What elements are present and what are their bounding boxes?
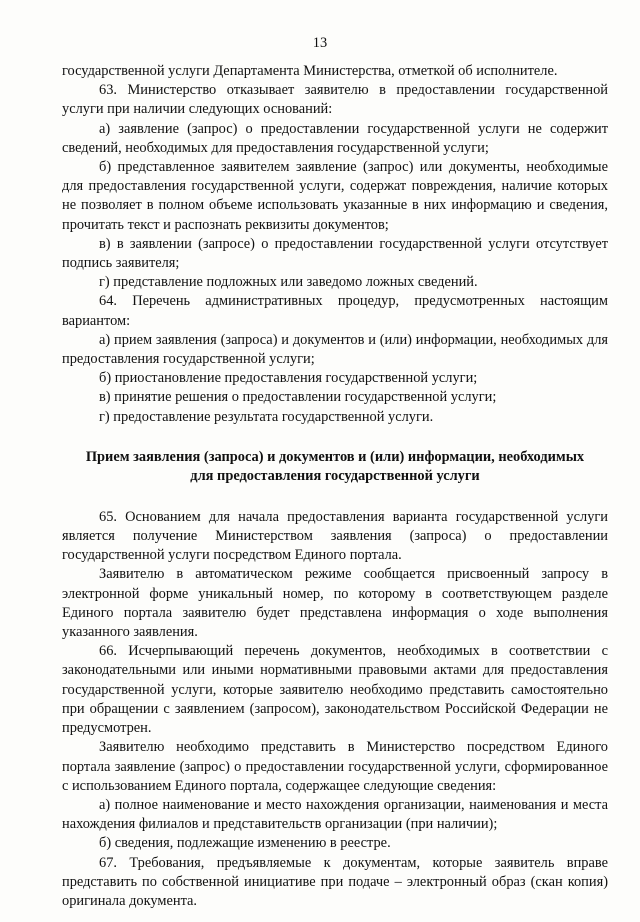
paragraph: Заявителю необходимо представить в Министерство посредством Единого портала заявление (запрос) о предоставлении государственной услуги, сформированное с использованием Единого портала, содержащее следующие сведения: [62, 739, 608, 794]
paragraph: а) заявление (запрос) о предоставлении государственной услуги не содержит сведений, необходимых для предоставления государственной услуги; [62, 120, 608, 156]
paragraph: а) прием заявления (запроса) и документов и (или) информации, необходимых для предоставления государственной услуги; [62, 331, 608, 368]
paragraph: в) принятие решения о предоставлении государственной услуги; [99, 389, 497, 406]
paragraph: б) сведения, подлежащие изменению в реестре. [99, 835, 391, 852]
paragraph: 63. Министерство отказывает заявителю в предоставлении государственной услуги при наличии следующих оснований: [62, 82, 608, 118]
paragraph: 65. Основанием для начала предоставления варианта государственной услуги является получение Министерством заявления (запроса) о предоставлении государственной услуги посредством Единого портала. [62, 508, 608, 564]
paragraph: 67. Требования, предъявляемые к документам, которые заявитель вправе представить по собственной инициативе при подаче – электронный образ (скан копия) оригинала документа. [62, 854, 608, 909]
paragraph: г) представление подложных или заведомо ложных сведений. [99, 274, 478, 291]
paragraph: б) приостановление предоставления государственной услуги; [99, 370, 478, 387]
paragraph: г) предоставление результата государственной услуги. [99, 408, 434, 425]
paragraph: б) представленное заявителем заявление (запрос) или документы, необходимые для предоставления государственной услуги, содержат повреждения, наличие которых не позволяет в полном объеме использовать указанные в них информацию и сведения, прочитать текст и распознать реквизиты документов; [62, 159, 608, 233]
section-heading-line: Прием заявления (запроса) и документов и (или) информации, необходимых [85, 448, 585, 465]
section-heading [62, 448, 608, 487]
page-number: 13 [312, 35, 328, 51]
paragraph: государственной услуги Департамента Министерства, отметкой об исполнителе. [62, 63, 558, 79]
section-heading-line: для предоставления государственной услуги [190, 468, 480, 485]
paragraph: в) в заявлении (запросе) о предоставлении государственной услуги отсутствует подпись заявителя; [62, 235, 608, 272]
paragraph: 66. Исчерпывающий перечень документов, необходимых в соответствии с законодательными или иными нормативными правовыми актами для предоставления государственной услуги, которые заявителю необходимо представить самостоятельно при обращении с заявлением (запросом), законодательством Российской Федерации не предусмотрен. [62, 643, 608, 737]
paragraph: Заявителю в автоматическом режиме сообщается присвоенный запросу в электронной форме уникальный номер, по которому в соответствующем разделе Единого портала заявителю будет представлена информация о ходе выполнения указанного заявления. [62, 566, 608, 641]
paragraph: 64. Перечень административных процедур, предусмотренных настоящим вариантом: [62, 293, 608, 329]
document-body [62, 62, 608, 911]
paragraph: а) полное наименование и место нахождения организации, наименования и места нахождения филиалов и представительств организации (при наличии); [62, 796, 608, 833]
